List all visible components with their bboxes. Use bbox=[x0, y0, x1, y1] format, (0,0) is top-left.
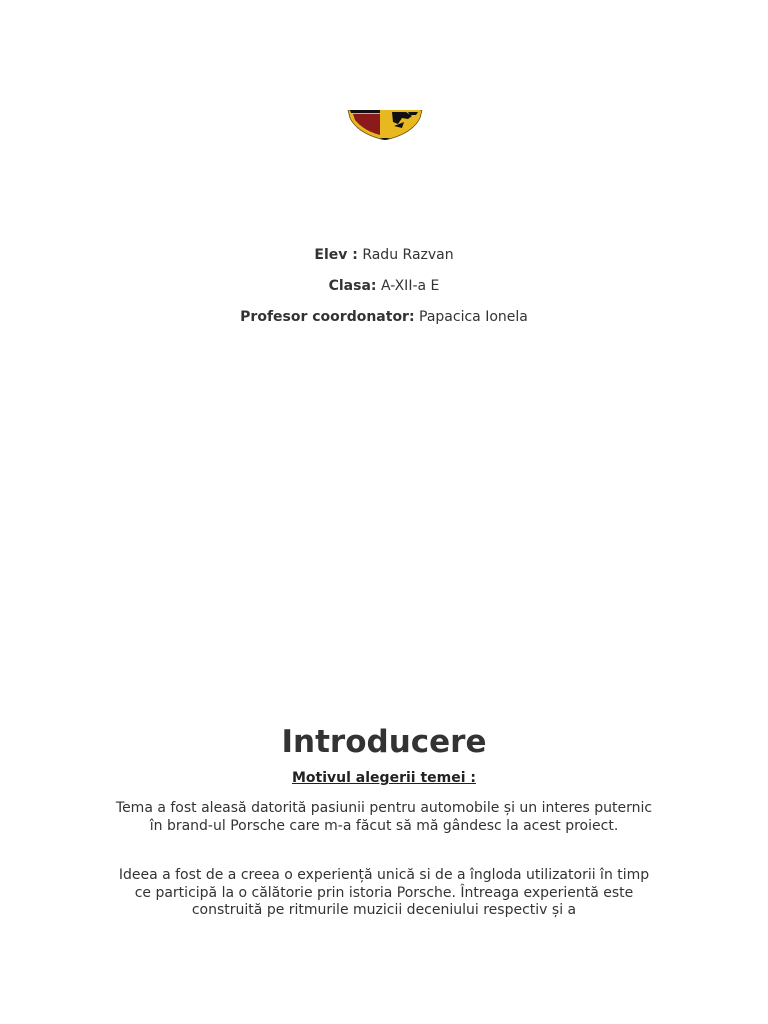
class-value: A-XII-a E bbox=[380, 278, 440, 294]
student-label: Elev : bbox=[314, 247, 358, 263]
teacher-line bbox=[0, 308, 768, 326]
teacher-name: Papacica Ionela bbox=[419, 309, 528, 325]
section-title: Introducere bbox=[281, 724, 487, 760]
paragraph-2: Ideea a fost de a creea o experiență unică si de a îngloda utilizatorii în timp ce participă la o călătorie prin istoria Porsche. Întreaga experientă este construită pe ritmurile muzicii deceniului respectiv și a bbox=[118, 867, 650, 918]
teacher-label: Profesor coordonator: bbox=[240, 309, 415, 325]
section-subtitle: Motivul alegerii temei : bbox=[292, 770, 476, 786]
student-line bbox=[0, 246, 768, 264]
class-label: Clasa: bbox=[328, 278, 377, 294]
student-name: Radu Razvan bbox=[362, 247, 454, 263]
paragraph-1: Tema a fost aleasă datorită pasiunii pentru automobile și un interes puternic în brand-ul Porsche care m-a făcut să mă gândesc la acest proiect. bbox=[115, 800, 653, 834]
porsche-crest-icon bbox=[346, 110, 424, 140]
class-line bbox=[0, 277, 768, 295]
